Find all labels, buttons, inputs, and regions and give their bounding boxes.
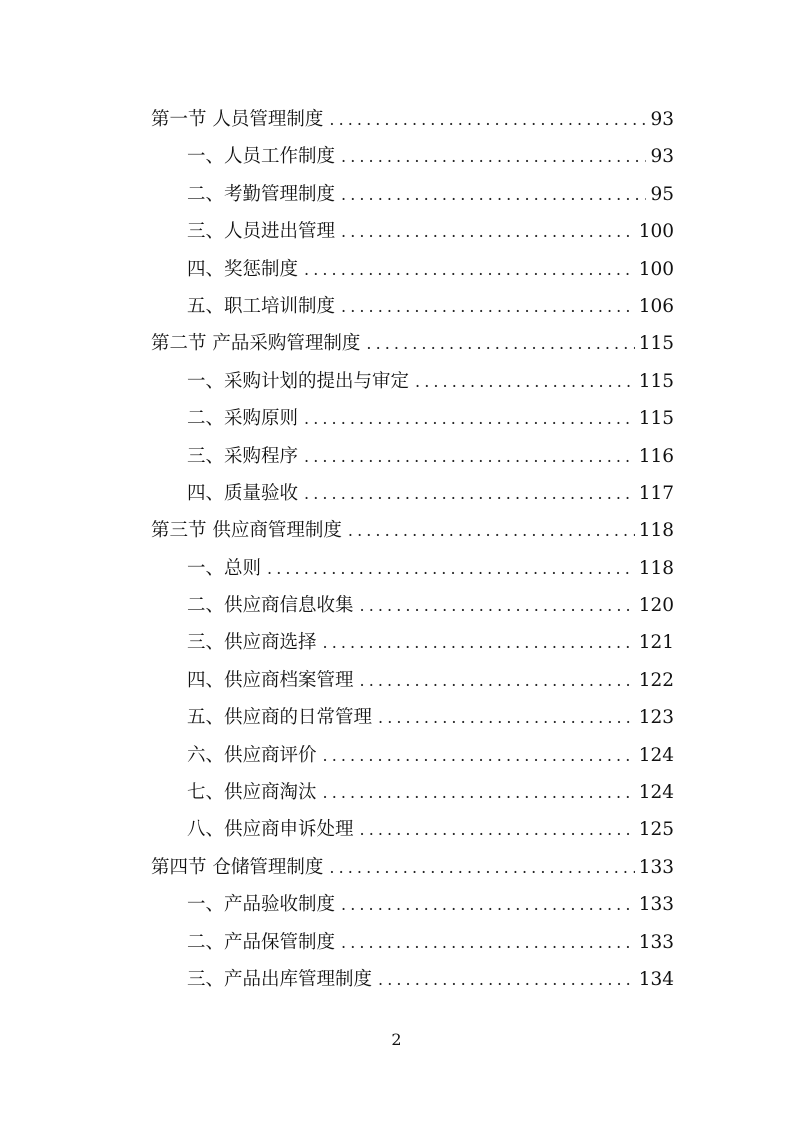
toc-entry-page-number: 118 [638, 557, 674, 579]
toc-section-entry[interactable] [151, 325, 674, 362]
toc-entry-title: 五、供应商的日常管理 [187, 707, 373, 729]
dot-leader [323, 774, 635, 811]
dot-leader [304, 438, 635, 475]
toc-entry-title: 二、供应商信息收集 [187, 595, 354, 617]
toc-entry-title: 二、考勤管理制度 [187, 183, 336, 205]
dot-leader [341, 288, 635, 325]
dot-leader [348, 512, 635, 549]
dot-leader [378, 961, 635, 998]
dot-leader [360, 587, 635, 624]
dot-leader [360, 811, 635, 848]
table-of-contents [151, 101, 674, 998]
toc-entry-page-number: 115 [638, 333, 674, 355]
toc-entry-title: 三、人员进出管理 [187, 221, 336, 243]
toc-subsection-entry[interactable] [151, 400, 674, 437]
toc-entry-title: 七、供应商淘汰 [187, 782, 317, 804]
toc-entry-page-number: 125 [638, 819, 674, 841]
toc-subsection-entry[interactable] [151, 662, 674, 699]
dot-leader [360, 662, 635, 699]
toc-entry-page-number: 93 [650, 109, 674, 130]
toc-section-entry[interactable] [151, 849, 674, 886]
page-number: 2 [391, 1030, 402, 1049]
toc-entry-title: 四、质量验收 [187, 482, 299, 504]
toc-entry-page-number: 116 [638, 445, 674, 467]
toc-subsection-entry[interactable] [151, 886, 674, 923]
toc-entry-page-number: 100 [638, 221, 674, 243]
dot-leader [304, 475, 635, 512]
dot-leader [341, 138, 646, 175]
dot-leader [378, 699, 635, 736]
toc-entry-page-number: 93 [650, 146, 674, 168]
toc-subsection-entry[interactable] [151, 961, 674, 998]
dot-leader [323, 624, 635, 661]
toc-subsection-entry[interactable] [151, 288, 674, 325]
toc-subsection-entry[interactable] [151, 699, 674, 736]
toc-subsection-entry[interactable] [151, 811, 674, 848]
toc-entry-page-number: 134 [638, 968, 674, 990]
toc-entry-title: 第四节 仓储管理制度 [151, 856, 324, 878]
toc-entry-page-number: 124 [638, 782, 674, 804]
toc-entry-title: 四、供应商档案管理 [187, 669, 354, 691]
toc-entry-title: 第二节 产品采购管理制度 [151, 333, 361, 355]
dot-leader [329, 849, 634, 886]
toc-entry-page-number: 124 [638, 744, 674, 766]
toc-entry-page-number: 118 [638, 520, 674, 542]
toc-entry-title: 一、采购计划的提出与审定 [187, 370, 410, 392]
dot-leader [366, 325, 634, 362]
toc-entry-title: 一、总则 [187, 557, 262, 579]
toc-entry-title: 一、人员工作制度 [187, 146, 336, 168]
dot-leader [415, 363, 635, 400]
toc-subsection-entry[interactable] [151, 550, 674, 587]
dot-leader [341, 176, 646, 213]
toc-entry-page-number: 117 [638, 482, 674, 504]
toc-entry-page-number: 133 [638, 894, 674, 916]
toc-section-entry[interactable] [151, 512, 674, 549]
toc-subsection-entry[interactable] [151, 924, 674, 961]
toc-entry-page-number: 115 [638, 370, 674, 392]
toc-subsection-entry[interactable] [151, 774, 674, 811]
dot-leader [341, 886, 635, 923]
toc-section-entry[interactable] [151, 101, 674, 138]
toc-entry-page-number: 100 [638, 258, 674, 280]
toc-subsection-entry[interactable] [151, 737, 674, 774]
dot-leader [341, 924, 635, 961]
dot-leader [304, 400, 635, 437]
toc-entry-page-number: 133 [638, 856, 674, 878]
toc-entry-page-number: 120 [638, 595, 674, 617]
toc-entry-title: 第一节 人员管理制度 [151, 109, 324, 130]
toc-entry-title: 三、采购程序 [187, 445, 299, 467]
toc-subsection-entry[interactable] [151, 176, 674, 213]
toc-subsection-entry[interactable] [151, 438, 674, 475]
toc-subsection-entry[interactable] [151, 213, 674, 250]
toc-entry-title: 一、产品验收制度 [187, 894, 336, 916]
toc-entry-page-number: 115 [638, 408, 674, 430]
toc-entry-title: 三、产品出库管理制度 [187, 968, 373, 990]
toc-subsection-entry[interactable] [151, 587, 674, 624]
toc-subsection-entry[interactable] [151, 624, 674, 661]
toc-entry-page-number: 122 [638, 669, 674, 691]
toc-entry-title: 五、职工培训制度 [187, 295, 336, 317]
toc-entry-page-number: 133 [638, 931, 674, 953]
toc-entry-page-number: 106 [638, 295, 674, 317]
toc-entry-title: 第三节 供应商管理制度 [151, 520, 342, 542]
toc-entry-page-number: 121 [638, 632, 674, 654]
toc-entry-title: 六、供应商评价 [187, 744, 317, 766]
dot-leader [267, 550, 635, 587]
toc-subsection-entry[interactable] [151, 251, 674, 288]
toc-subsection-entry[interactable] [151, 363, 674, 400]
toc-entry-page-number: 95 [650, 183, 674, 205]
dot-leader [341, 213, 635, 250]
dot-leader [323, 737, 635, 774]
toc-entry-title: 八、供应商申诉处理 [187, 819, 354, 841]
toc-entry-page-number: 123 [638, 707, 674, 729]
dot-leader [304, 251, 635, 288]
toc-entry-title: 二、产品保管制度 [187, 931, 336, 953]
toc-subsection-entry[interactable] [151, 138, 674, 175]
toc-entry-title: 三、供应商选择 [187, 632, 317, 654]
dot-leader [329, 101, 646, 138]
toc-entry-title: 二、采购原则 [187, 408, 299, 430]
toc-entry-title: 四、奖惩制度 [187, 258, 299, 280]
toc-subsection-entry[interactable] [151, 475, 674, 512]
